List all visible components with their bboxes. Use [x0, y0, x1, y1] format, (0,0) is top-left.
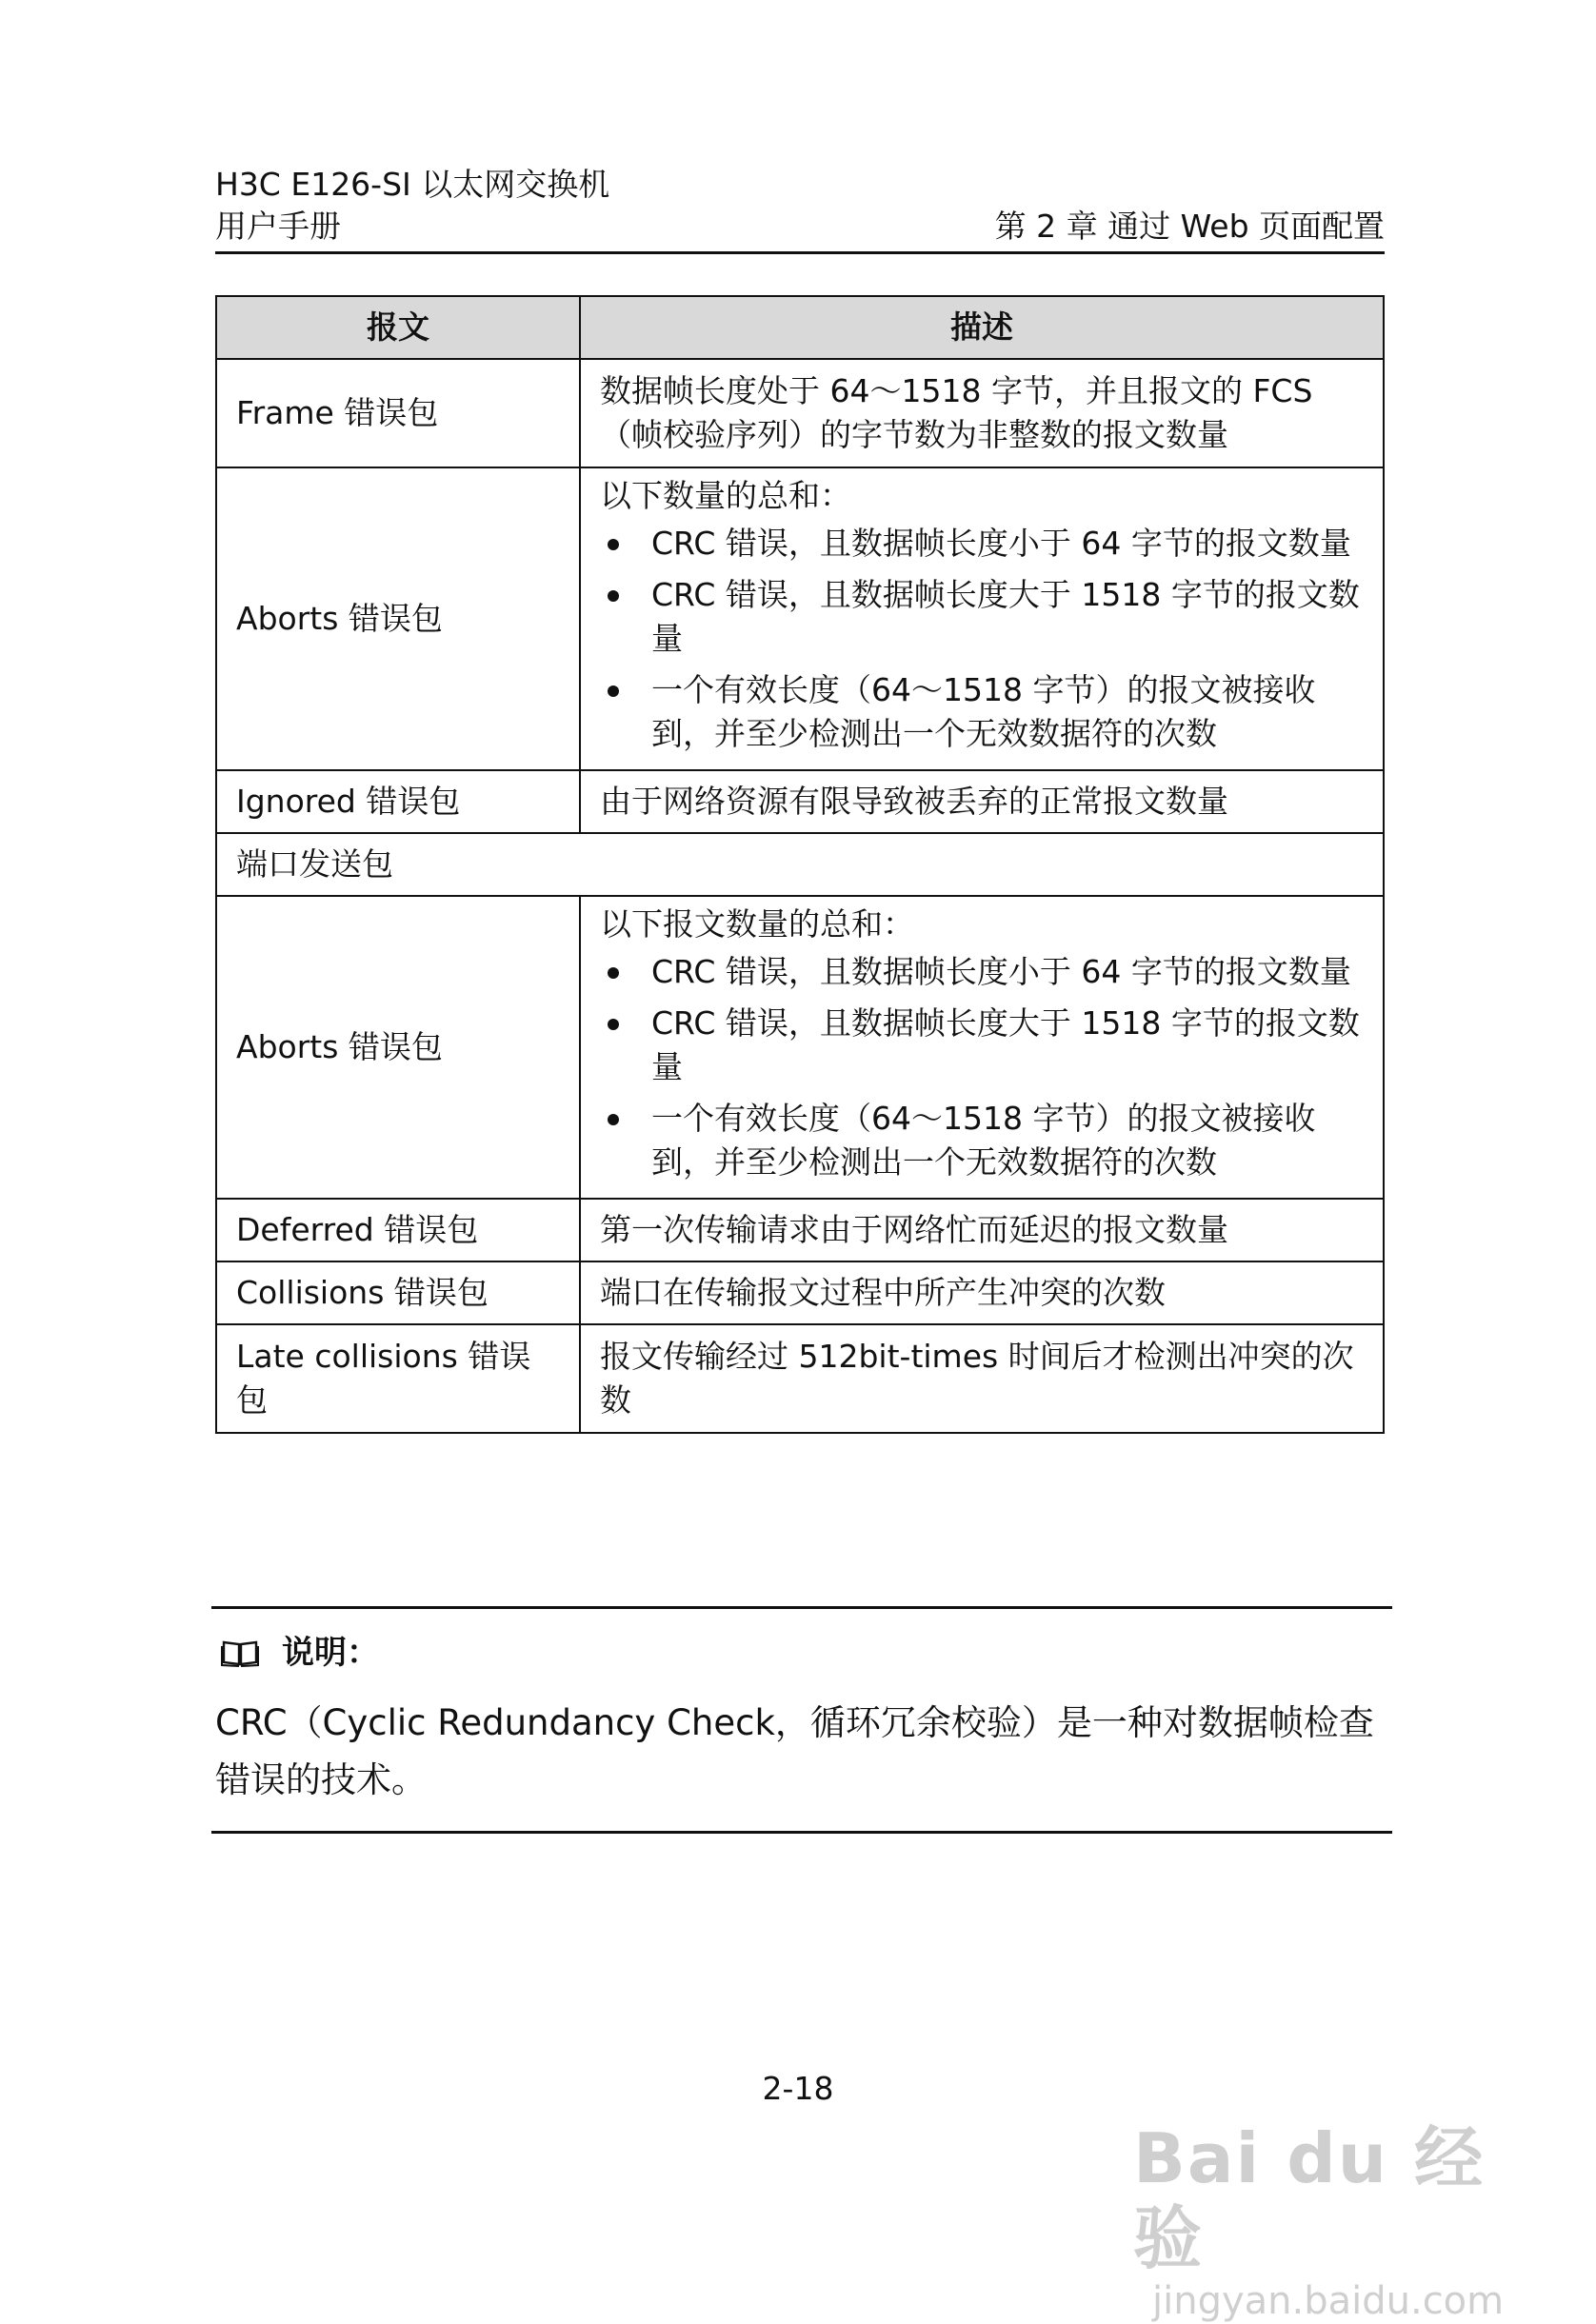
row-description: 数据帧长度处于 64～1518 字节，并且报文的 FCS（帧校验序列）的字节数为非整数的报文数量: [580, 359, 1384, 467]
row-description: [580, 896, 1384, 1199]
table-header-row: [216, 296, 1384, 359]
table-row: [216, 1199, 1384, 1261]
row-name: Aborts 错误包: [216, 896, 580, 1199]
bullet-list: [600, 950, 1364, 1184]
table-row: [216, 1261, 1384, 1324]
row-name: Collisions 错误包: [216, 1261, 580, 1324]
note-bottom-rule: [211, 1831, 1392, 1834]
row-description: 报文传输经过 512bit-times 时间后才检测出冲突的次数: [580, 1324, 1384, 1433]
product-title: H3C E126-SI 以太网交换机: [215, 166, 610, 203]
list-item: CRC 错误，且数据帧长度大于 1518 字节的报文数量: [600, 573, 1364, 661]
description-intro: 以下报文数量的总和：: [600, 905, 914, 943]
table-row: [216, 896, 1384, 1199]
row-description: 由于网络资源有限导致被丢弃的正常报文数量: [580, 770, 1384, 833]
list-item: CRC 错误，且数据帧长度大于 1518 字节的报文数量: [600, 1002, 1364, 1089]
row-description: 第一次传输请求由于网络忙而延迟的报文数量: [580, 1199, 1384, 1261]
header-divider: [215, 251, 1385, 254]
book-icon: [221, 1639, 259, 1667]
note-body: CRC（Cyclic Redundancy Check，循环冗余校验）是一种对数据帧检查错误的技术。: [215, 1702, 1374, 1800]
list-item: 一个有效长度（64～1518 字节）的报文被接收到，并至少检测出一个无效数据符的次数: [600, 668, 1364, 756]
row-name: Aborts 错误包: [216, 467, 580, 770]
manual-title: 用户手册: [215, 208, 341, 245]
page-number: 2-18: [762, 2070, 834, 2107]
row-name: Late collisions 错误包: [216, 1324, 580, 1433]
list-item: CRC 错误，且数据帧长度小于 64 字节的报文数量: [600, 522, 1364, 566]
watermark-url: jingyan.baidu.com: [1152, 2279, 1505, 2323]
table-row: [216, 1324, 1384, 1433]
chapter-title: 第 2 章 通过 Web 页面配置: [994, 208, 1385, 245]
note-title: 说明：: [282, 1634, 379, 1672]
row-name: Ignored 错误包: [216, 770, 580, 833]
description-intro: 以下数量的总和：: [600, 477, 851, 514]
bullet-list: [600, 522, 1364, 756]
page-header: [215, 164, 1385, 248]
table-row: [216, 770, 1384, 833]
column-header-packet: 报文: [216, 296, 580, 359]
row-name: Deferred 错误包: [216, 1199, 580, 1261]
list-item: CRC 错误，且数据帧长度小于 64 字节的报文数量: [600, 950, 1364, 994]
row-description: 端口在传输报文过程中所产生冲突的次数: [580, 1261, 1384, 1324]
baidu-watermark: [1133, 2118, 1552, 2323]
note-heading: [221, 1632, 379, 1674]
section-row: [216, 833, 1384, 896]
table-row: [216, 359, 1384, 467]
list-item: 一个有效长度（64～1518 字节）的报文被接收到，并至少检测出一个无效数据符的次数: [600, 1097, 1364, 1184]
note-top-rule: [211, 1606, 1392, 1609]
watermark-brand: Bai du 经验: [1133, 2118, 1486, 2278]
section-label: 端口发送包: [216, 833, 1384, 896]
row-name: Frame 错误包: [216, 359, 580, 467]
row-description: [580, 467, 1384, 770]
table-row: [216, 467, 1384, 770]
packet-error-table: [215, 295, 1385, 1434]
column-header-description: 描述: [580, 296, 1384, 359]
